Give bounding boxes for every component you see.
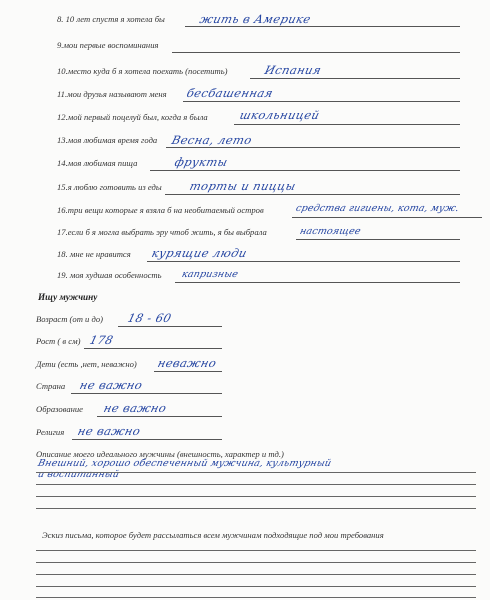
question-label: 17.если б я могла выбрать эру чтоб жить, я бы выбрала [57,227,267,237]
answer-text: школьницей [238,108,322,122]
letter-line [36,562,476,563]
letter-line [36,574,476,575]
answer-line [250,78,460,79]
field-label: Религия [36,427,65,437]
question-label: 11.мои друзья называют меня [57,89,167,99]
question-label: 8. 10 лет спустя я хотела бы [57,14,165,24]
question-label: 18. мне не нравится [57,249,131,259]
field-label: Образование [36,404,84,414]
answer-text: 178 [88,333,115,347]
answer-text: не важно [78,378,145,392]
letter-line [36,586,476,587]
answer-line [154,371,222,372]
question-label: 12.мой первый поцелуй был, когда я была [57,112,208,122]
answer-line [183,101,460,102]
ideal-man-answer-line1: Внешний, хорошо обеспеченный мужчина, культурный [36,458,333,469]
answer-text: не важно [76,424,143,438]
ideal-man-line [36,508,476,509]
answer-text: 18 - 60 [126,311,174,325]
answer-text: бесбашенная [185,86,275,100]
question-label: 9.мои первые воспоминания [57,40,159,50]
answer-text: Испания [263,63,323,77]
ideal-man-label: Описание моего идеального мужчины (внешность, характер и тд.) [36,449,284,459]
answer-line [84,348,222,349]
field-label: Дети (есть ,нет, неважно) [36,359,137,369]
answer-text: капризные [180,269,240,280]
letter-line [36,550,476,551]
answer-text: торты и пиццы [188,179,298,193]
answer-line [166,147,460,148]
ideal-man-line [36,484,476,485]
answer-line [185,26,460,27]
question-label: 19. моя худшая особенность [57,270,162,280]
ideal-man-line [36,496,476,497]
answer-text: средства гигиены, кота, муж. [294,203,461,214]
answer-line [175,282,460,283]
answer-text: жить в Америке [198,12,313,26]
answer-line [172,52,460,53]
question-label: 16.три вещи которые я взяла б на необитаемый остров [57,205,264,215]
answer-text: курящие люди [150,246,249,260]
question-label: 13.моя любимая время года [57,135,158,145]
answer-line [296,239,460,240]
answer-line [72,439,222,440]
answer-line [150,170,460,171]
answer-line [97,416,222,417]
answer-line [234,124,460,125]
letter-draft-label: Эскиз письма, которое будет рассылаться всем мужчинам подходящие под мои требования [42,530,384,540]
answer-text: неважно [156,356,219,370]
seeking-title: Ищу мужчину [38,292,98,302]
field-label: Рост ( в см) [36,336,81,346]
letter-line [36,597,476,598]
answer-text: настоящее [298,226,362,237]
question-label: 14.моя любимая пища [57,158,138,168]
ideal-man-line [36,472,476,473]
question-label: 15.я люблю готовить из еды [57,182,162,192]
answer-line [71,393,222,394]
answer-text: Весна, лето [170,133,254,147]
field-label: Страна [36,381,66,391]
ideal-man-answer-line2: и воспитанный [36,469,121,480]
answer-line [165,194,460,195]
answer-line [118,326,222,327]
answer-text: фрукты [173,155,230,169]
answer-line [147,261,460,262]
question-label: 10.место куда б я хотела поехать (посетить) [57,66,228,76]
answer-text: не важно [102,401,169,415]
field-label: Возраст (от и до) [36,314,104,324]
answer-line [292,217,482,218]
